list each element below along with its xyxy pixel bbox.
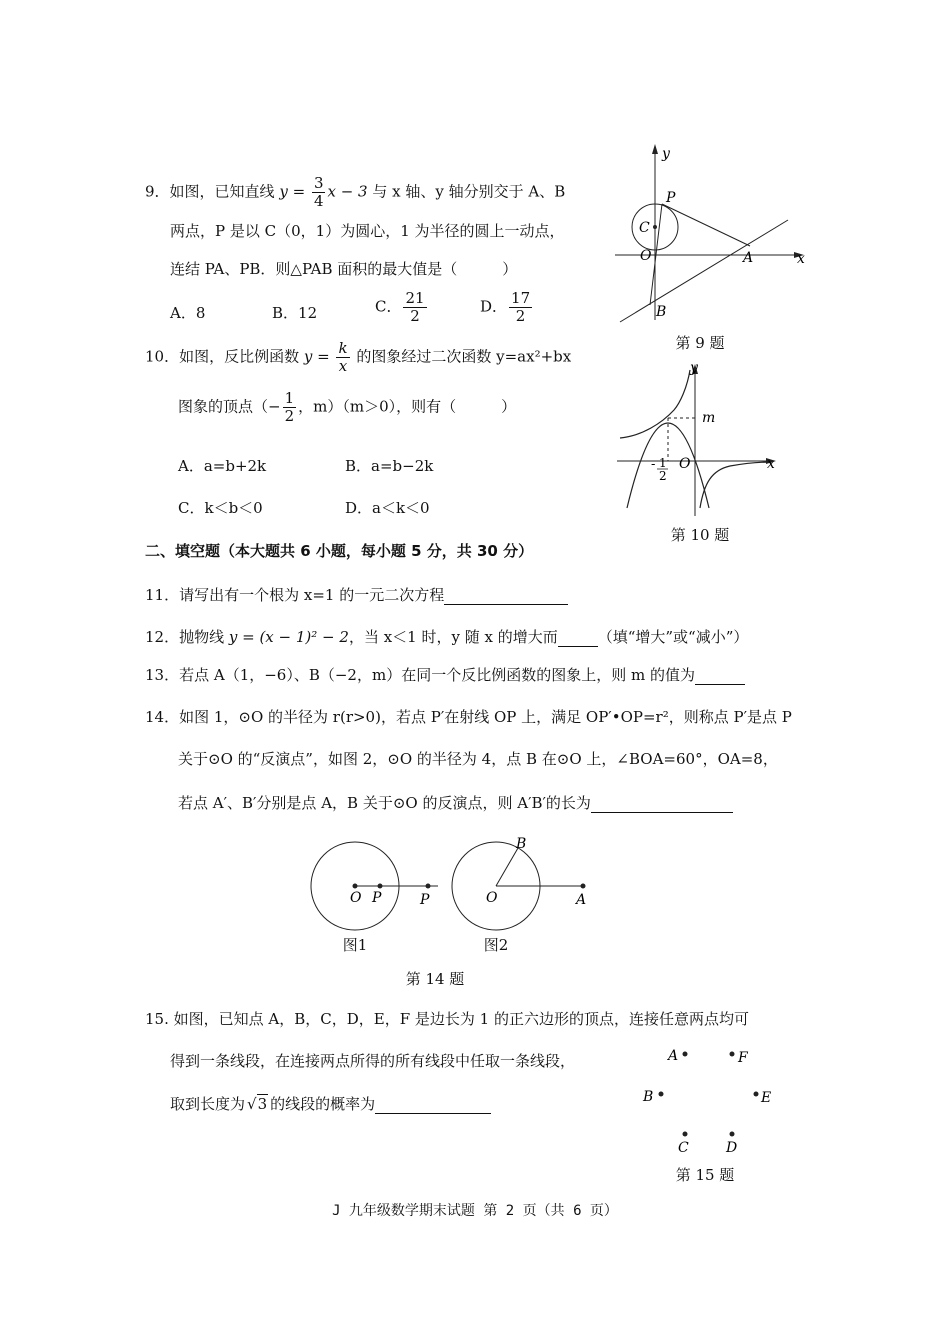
q15-label-C: C — [678, 1140, 689, 1156]
q14-fig2-caption: 图2 — [483, 936, 509, 954]
q10-label-one: 1 — [659, 456, 667, 470]
q14-fig1-label-O: O — [350, 890, 362, 906]
q15-answer-blank[interactable] — [375, 1095, 491, 1114]
q10-label-y: y — [690, 360, 698, 376]
q15-figure — [630, 1040, 790, 1160]
q12: 12．抛物线 y = (x − 1)² − 2，当 x＜1 时，y 随 x 的增大而 （填“增大”或“减小”） — [145, 628, 749, 646]
q10-figure — [612, 358, 792, 518]
q13-answer-blank[interactable] — [695, 666, 745, 685]
q14-line3: 若点 A′、B′分别是点 A，B 关于⊙O 的反演点，则 A′B′的长为 — [178, 792, 733, 813]
q10-label-O: O — [679, 456, 691, 472]
q9-label-x: x — [797, 251, 805, 267]
q15-label-A: A — [668, 1048, 679, 1064]
q9-figure — [600, 140, 820, 330]
q9-line1: 9．如图，已知直线 y = $\frac{3}{4}$ x − 3 与 x 轴、y 轴分别交于 A、B — [145, 174, 566, 210]
q14-figure-caption: 第 14 题 — [405, 970, 465, 988]
q11: 11．请写出有一个根为 x=1 的一元二次方程 — [145, 584, 568, 605]
q9-label-y: y — [662, 146, 670, 162]
q10-line2: 图象的顶点（− $\frac{1}{2}$ ，m）（m＞0），则有（ ） — [178, 389, 517, 425]
q9-option-a[interactable]: A．8 — [170, 304, 206, 322]
q15-line1: 15. 如图，已知点 A，B，C，D，E，F 是边长为 1 的正六边形的顶点，连接任意两点均可 — [145, 1010, 749, 1028]
q9-line2: 两点，P 是以 C（0，1）为圆心，1 为半径的圆上一动点， — [170, 222, 565, 240]
q9-label-P: P — [666, 190, 676, 206]
sqrt-symbol: √ — [247, 1095, 257, 1113]
q9-figure-caption: 第 9 题 — [675, 334, 725, 352]
q9-option-d[interactable]: D． $\frac{17}{2}$ — [480, 289, 531, 325]
section-2-title: 二、填空题（本大题共 6 小题，每小题 5 分，共 30 分） — [145, 542, 534, 560]
q14-answer-blank[interactable] — [591, 794, 733, 813]
q9-line3: 连结 PA、PB．则△PAB 面积的最大值是（ ） — [170, 260, 518, 278]
q10-label-x: x — [767, 456, 775, 472]
q14-line2: 关于⊙O 的“反演点”，如图 2，⊙O 的半径为 4，点 B 在⊙O 上，∠BOA=60°，OA=8， — [178, 750, 778, 768]
q13: 13．若点 A（1，−6）、B（−2，m）在同一个反比例函数的图象上，则 m 的值为 — [145, 664, 745, 685]
q15-line2: 得到一条线段，在连接两点所得的所有线段中任取一条线段， — [170, 1052, 576, 1070]
q10-eq-fraction: $\frac{k}{x}$ — [338, 339, 348, 375]
q10-option-c[interactable]: C．k＜b＜0 — [178, 499, 263, 517]
q11-answer-blank[interactable] — [444, 586, 568, 605]
q9-eq-fraction: $\frac{3}{4}$ — [313, 174, 324, 210]
q9-label-A: A — [743, 250, 754, 266]
q10-label-m: m — [702, 410, 716, 426]
q15-label-D: D — [726, 1140, 738, 1156]
q9-label-O: O — [640, 248, 652, 264]
q15-line3: 取到长度为 √3 的线段的概率为 — [170, 1093, 491, 1114]
q14-fig2-label-O: O — [486, 890, 498, 906]
q14-line1: 14．如图 1，⊙O 的半径为 r(r>0)，若点 P′在射线 OP 上，满足 OP′•OP=r²，则称点 P′是点 P — [145, 708, 792, 726]
q15-label-F: F — [738, 1050, 748, 1066]
q9-center-point — [653, 225, 657, 229]
q10-line1: 10．如图，反比例函数 y = $\frac{k}{x}$ 的图象经过二次函数 y=ax²+bx — [145, 339, 572, 375]
q10-figure-caption: 第 10 题 — [670, 526, 730, 544]
q14-fig2-label-B: B — [516, 836, 527, 852]
q14-fig2-label-A: A — [576, 892, 587, 908]
q15-figure-caption: 第 15 题 — [675, 1166, 735, 1184]
q10-option-b[interactable]: B．a=b−2k — [345, 457, 434, 475]
q15-label-B: B — [643, 1089, 654, 1105]
q12-answer-blank[interactable] — [558, 628, 598, 647]
q9-option-c[interactable]: C． $\frac{21}{2}$ — [375, 289, 425, 325]
q9-option-b[interactable]: B．12 — [272, 304, 318, 322]
q10-label-two: 2 — [659, 469, 667, 483]
q10-label-neg: - — [651, 457, 656, 472]
q10-option-d[interactable]: D．a＜k＜0 — [345, 499, 430, 517]
q14-fig1-label-P2: P — [420, 892, 430, 908]
q10-option-a[interactable]: A．a=b+2k — [178, 457, 267, 475]
q14-fig1-label-P1: P — [372, 890, 382, 906]
q15-label-E: E — [761, 1090, 772, 1106]
page-footer: J 九年级数学期末试题 第 2 页（共 6 页） — [332, 1203, 618, 1219]
q14-fig1-caption: 图1 — [342, 936, 368, 954]
q9-label-B: B — [656, 304, 667, 320]
q9-label-C: C — [639, 220, 650, 236]
q9-options — [170, 290, 590, 334]
